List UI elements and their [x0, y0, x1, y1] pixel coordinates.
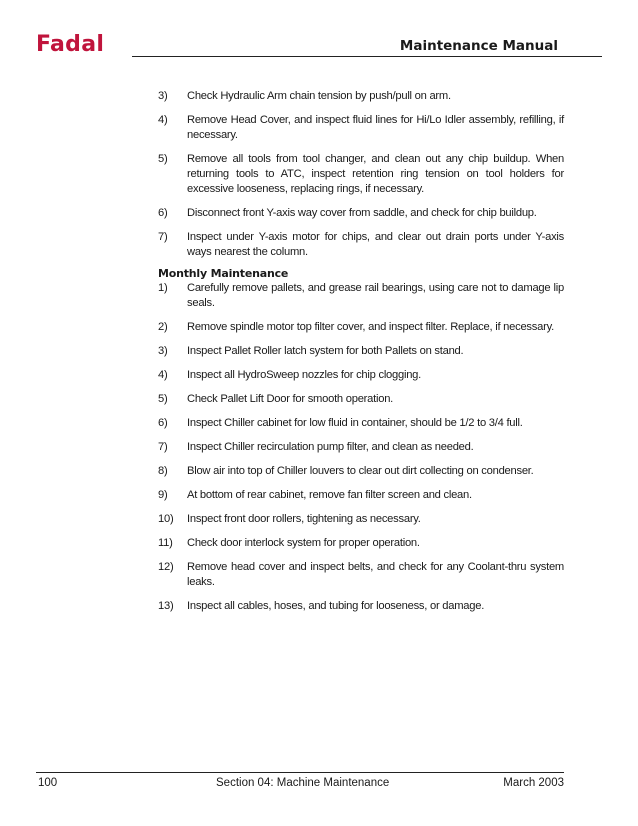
item-text: Inspect all HydroSweep nozzles for chip clogging. [187, 369, 422, 381]
item-number: 13) [158, 600, 174, 612]
item-number: 8) [158, 465, 168, 477]
item-text: Carefully remove pallets, and grease rail bearings, using care not to damage lip seals. [187, 282, 564, 309]
list-item [158, 206, 564, 221]
list-item [158, 536, 564, 551]
item-number: 5) [158, 153, 168, 165]
item-text: Remove all tools from tool changer, and clean out any chip buildup. When returning tools to ATC, inspect retention ring tension on tool holders for excessive looseness, replacing rings, if necessary. [187, 153, 564, 195]
item-text: At bottom of rear cabinet, remove fan filter screen and clean. [187, 489, 472, 501]
item-text: Disconnect front Y-axis way cover from saddle, and check for chip buildup. [187, 207, 537, 219]
item-text: Check Hydraulic Arm chain tension by push/pull on arm. [187, 90, 451, 102]
manual-title: Maintenance Manual [399, 38, 558, 54]
item-number: 7) [158, 231, 168, 243]
brand-logo: Fadal [36, 32, 105, 57]
list-item [158, 416, 564, 431]
footer-section: Section 04: Machine Maintenance [216, 777, 390, 789]
item-number: 2) [158, 321, 168, 333]
list-item [158, 464, 564, 479]
list-item [158, 488, 564, 503]
list-item [158, 392, 564, 407]
item-text: Inspect Chiller recirculation pump filter, and clean as needed. [187, 441, 474, 453]
list-item [158, 320, 564, 335]
item-text: Inspect all cables, hoses, and tubing for looseness, or damage. [187, 600, 485, 612]
item-text: Inspect front door rollers, tightening as necessary. [187, 513, 421, 525]
item-text: Remove spindle motor top filter cover, and inspect filter. Replace, if necessary. [187, 321, 554, 333]
list-item [158, 368, 564, 383]
item-text: Remove head cover and inspect belts, and check for any Coolant-thru system leaks. [187, 561, 564, 588]
item-text: Inspect Pallet Roller latch system for both Pallets on stand. [187, 345, 464, 357]
list-item [158, 344, 564, 359]
item-text: Inspect Chiller cabinet for low fluid in container, should be 1/2 to 3/4 full. [187, 417, 523, 429]
item-number: 9) [158, 489, 168, 501]
item-text: Inspect under Y-axis motor for chips, and clear out drain ports under Y-axis ways nearest the column. [187, 231, 564, 258]
item-number: 4) [158, 369, 168, 381]
footer-date: March 2003 [503, 777, 564, 789]
page-header [36, 30, 602, 62]
item-number: 3) [158, 90, 168, 102]
list-item [158, 560, 564, 590]
item-number: 3) [158, 345, 168, 357]
item-number: 1) [158, 282, 168, 294]
list-item [158, 599, 564, 614]
item-text: Check door interlock system for proper operation. [187, 537, 420, 549]
item-number: 6) [158, 207, 168, 219]
page-number: 100 [38, 777, 58, 789]
section-title-monthly: Monthly Maintenance [158, 267, 289, 280]
item-number: 12) [158, 561, 174, 573]
page-content [158, 89, 564, 623]
list-item [158, 281, 564, 311]
item-text: Check Pallet Lift Door for smooth operation. [187, 393, 394, 405]
item-text: Blow air into top of Chiller louvers to clear out dirt collecting on condenser. [187, 465, 534, 477]
item-number: 7) [158, 441, 168, 453]
item-number: 6) [158, 417, 168, 429]
item-number: 11) [158, 537, 173, 549]
list-item [158, 512, 564, 527]
list-item [158, 89, 564, 104]
item-number: 10) [158, 513, 174, 525]
item-number: 4) [158, 114, 168, 126]
list-item [158, 152, 564, 197]
header-rule [132, 56, 602, 57]
list-item [158, 113, 564, 143]
list-item [158, 440, 564, 455]
list-item [158, 230, 564, 260]
item-text: Remove Head Cover, and inspect fluid lines for Hi/Lo Idler assembly, refilling, if necessary. [187, 114, 564, 141]
page-footer [36, 772, 564, 792]
footer-rule [36, 772, 564, 773]
item-number: 5) [158, 393, 168, 405]
